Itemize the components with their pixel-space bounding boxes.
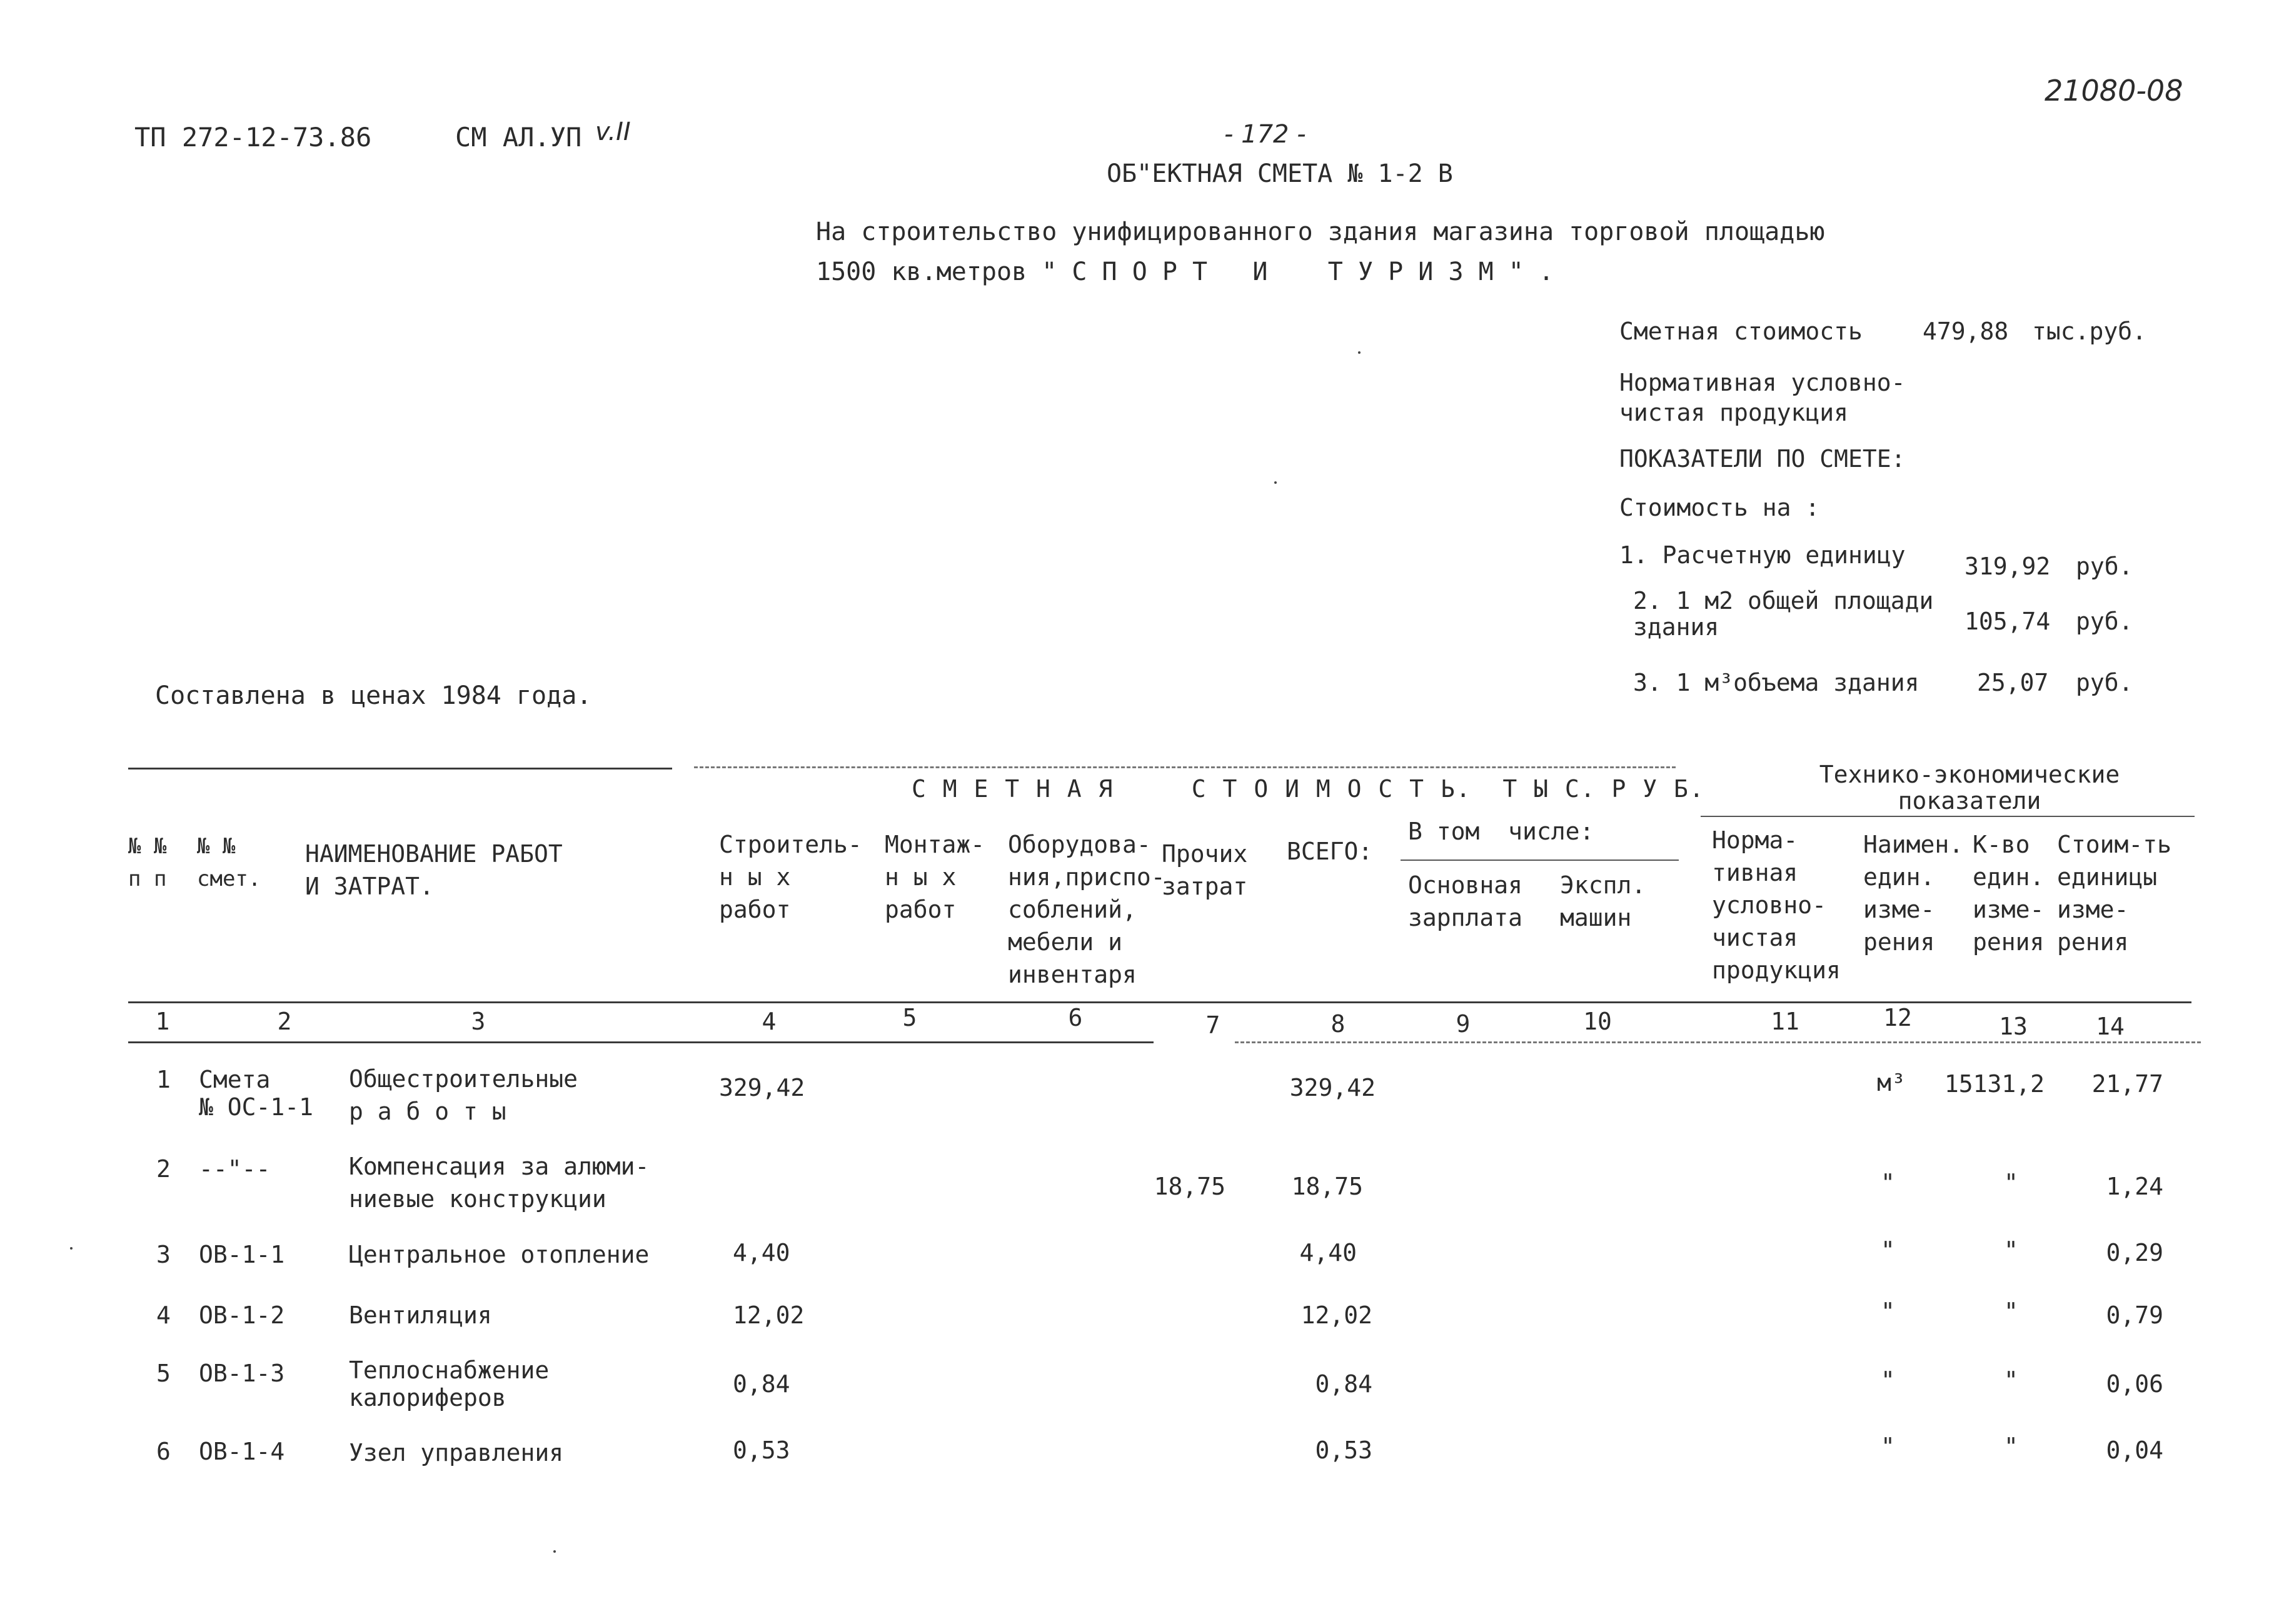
column-number: 6: [1068, 1004, 1083, 1031]
row-total-cost: 18,75: [1291, 1173, 1363, 1200]
column-numbers-rule: [128, 1041, 1154, 1043]
row-unit-cost: 21,77: [2091, 1070, 2163, 1098]
column-number: 9: [1456, 1010, 1471, 1038]
row-estimate-number: ОВ-1-1: [199, 1241, 285, 1268]
row-work-name: Компенсация за алюми- ниевые конструкции: [349, 1153, 650, 1213]
row-estimate-number: ОВ-1-4: [199, 1438, 285, 1465]
row-unit-name: ": [1881, 1298, 1895, 1325]
table-top-rule: [694, 766, 1676, 768]
row-unit-quantity: ": [2004, 1433, 2018, 1460]
row-construction-cost: 329,42: [719, 1074, 805, 1101]
row-estimate-number: Смета № ОС-1-1: [199, 1066, 314, 1121]
row-total-cost: 4,40: [1299, 1239, 1357, 1266]
row-estimate-number: --"--: [199, 1155, 271, 1183]
album-volume: v.II: [595, 118, 631, 146]
indicator-1-label: 1. Расчетную единицу: [1619, 541, 1906, 569]
row-unit-quantity: ": [2004, 1169, 2018, 1196]
row-construction-cost: 0,53: [733, 1436, 790, 1464]
subtitle-line-2: 1500 кв.метров " С П О Р Т И Т У Р И З М " .: [816, 258, 1554, 286]
row-unit-quantity: ": [2004, 1236, 2018, 1264]
row-unit-quantity: ": [2004, 1366, 2018, 1394]
row-total-cost: 329,42: [1289, 1074, 1376, 1101]
row-other-cost: 18,75: [1154, 1173, 1225, 1200]
indicator-2-value: 105,74: [1965, 608, 2051, 635]
col-header-unit-qty: К-во един. изме- рения: [1973, 831, 2045, 956]
row-number: 1: [156, 1066, 171, 1093]
indicators-label: ПОКАЗАТЕЛИ ПО СМЕТЕ:: [1619, 445, 1906, 473]
estimated-cost-unit: тыс.руб.: [2032, 318, 2147, 345]
column-number: 4: [762, 1008, 777, 1035]
in-that-number-label: В том числе:: [1408, 818, 1594, 845]
scan-dot: [1358, 351, 1361, 354]
row-total-cost: 0,53: [1315, 1436, 1372, 1464]
indicator-2-label: 2. 1 м2 общей площади здания: [1633, 587, 1934, 641]
row-total-cost: 0,84: [1315, 1370, 1372, 1398]
col-header-total: ВСЕГО:: [1287, 838, 1373, 865]
col-header-normative-product: Норма- тивная условно- чистая продукция: [1712, 826, 1841, 984]
table-top-rule: [128, 768, 672, 769]
column-number: 2: [277, 1008, 292, 1035]
indicator-1-unit: руб.: [2076, 553, 2133, 580]
row-unit-name: ": [1881, 1366, 1895, 1394]
row-number: 2: [156, 1155, 171, 1183]
column-number: 12: [1883, 1004, 1912, 1031]
tech-group-header: Технико-экономические показатели: [1819, 761, 2120, 815]
row-construction-cost: 4,40: [733, 1239, 790, 1266]
in-that-number-rule: [1401, 860, 1679, 861]
column-number: 3: [471, 1008, 486, 1035]
scan-dot: [1274, 481, 1277, 484]
column-number: 14: [2096, 1013, 2125, 1040]
indicator-3-label: 3. 1 м³объема здания: [1633, 669, 1919, 696]
album-mark: СМ АЛ.УП: [455, 122, 582, 153]
row-unit-cost: 1,24: [2106, 1173, 2163, 1200]
row-number: 6: [156, 1438, 171, 1465]
column-numbers-rule: [1235, 1041, 2201, 1043]
column-number: 8: [1331, 1010, 1346, 1038]
col-header-base-salary: Основная зарплата: [1408, 871, 1523, 931]
indicator-3-unit: руб.: [2076, 669, 2133, 696]
col-header-unit-name: Наимен. един. изме- рения: [1863, 831, 1964, 956]
column-number: 7: [1205, 1011, 1220, 1039]
row-work-name: Общестроительные р а б о т ы: [349, 1065, 578, 1125]
row-construction-cost: 12,02: [733, 1301, 805, 1329]
col-header-construction: Строитель- н ы х работ: [719, 831, 862, 923]
row-work-name: Центральное отопление: [349, 1241, 650, 1268]
col-header-unit-cost: Стоим-ть единицы изме- рения: [2057, 831, 2172, 956]
row-unit-quantity: ": [2004, 1298, 2018, 1325]
row-number: 4: [156, 1301, 171, 1329]
estimated-cost-label: Сметная стоимость: [1619, 318, 1863, 345]
tech-group-rule: [1701, 816, 2195, 817]
indicator-1-value: 319,92: [1965, 553, 2051, 580]
subtitle-line-1: На строительство унифицированного здания магазина торговой площадью: [816, 218, 1825, 246]
estimated-cost-value: 479,88: [1923, 318, 2009, 345]
header-bottom-rule: [128, 1001, 2191, 1003]
column-number: 10: [1583, 1008, 1612, 1035]
row-unit-name: ": [1881, 1236, 1895, 1264]
column-number: 11: [1771, 1008, 1799, 1035]
col-header-work-name: НАИМЕНОВАНИЕ РАБОТ И ЗАТРАТ.: [305, 840, 563, 900]
cost-per-label: Стоимость на :: [1619, 494, 1820, 521]
col-header-estimate-number: № № смет.: [197, 834, 261, 891]
row-unit-cost: 0,29: [2106, 1239, 2163, 1266]
indicator-2-unit: руб.: [2076, 608, 2133, 635]
col-header-other: Прочих затрат: [1162, 840, 1248, 900]
row-unit-quantity: 15131,2: [1944, 1070, 2045, 1098]
row-estimate-number: ОВ-1-3: [199, 1360, 285, 1387]
row-construction-cost: 0,84: [733, 1370, 790, 1398]
col-header-machines: Экспл. машин: [1560, 871, 1646, 931]
row-number: 3: [156, 1241, 171, 1268]
row-unit-name: ": [1881, 1169, 1895, 1196]
prices-note: Составлена в ценах 1984 года.: [155, 681, 592, 710]
row-estimate-number: ОВ-1-2: [199, 1301, 285, 1329]
row-unit-name: ": [1881, 1433, 1895, 1460]
col-header-number: № № п п: [128, 834, 167, 891]
page-title: ОБ"ЕКТНАЯ СМЕТА № 1-2 В: [1107, 159, 1453, 188]
document-code: ТП 272-12-73.86: [134, 122, 372, 153]
column-number: 13: [1999, 1013, 2028, 1040]
row-work-name: Вентиляция: [349, 1301, 492, 1329]
row-work-name: Теплоснабжение калориферов: [349, 1356, 550, 1411]
scan-dot: [70, 1247, 73, 1250]
page-number: - 172 -: [1224, 120, 1306, 149]
row-number: 5: [156, 1360, 171, 1387]
row-unit-cost: 0,79: [2106, 1301, 2163, 1329]
column-number: 1: [155, 1008, 170, 1035]
scan-dot: [553, 1550, 556, 1553]
column-number: 5: [902, 1004, 917, 1031]
row-unit-name: м³: [1877, 1069, 1906, 1096]
row-unit-cost: 0,04: [2106, 1436, 2163, 1464]
col-header-installation: Монтаж- н ы х работ: [885, 831, 985, 923]
row-unit-cost: 0,06: [2106, 1370, 2163, 1398]
col-header-equipment: Оборудова- ния,приспо- соблений, мебели и инвентаря: [1008, 831, 1165, 988]
indicator-3-value: 25,07: [1977, 669, 2049, 696]
normative-product-label: Нормативная условно- чистая продукция: [1619, 369, 1906, 426]
row-work-name: Узел управления: [349, 1439, 564, 1466]
cost-group-header: С М Е Т Н А Я С Т О И М О С Т Ь. Т Ы С. Р У Б.: [912, 775, 1705, 803]
archive-number: 21080-08: [2045, 74, 2183, 108]
row-total-cost: 12,02: [1300, 1301, 1372, 1329]
